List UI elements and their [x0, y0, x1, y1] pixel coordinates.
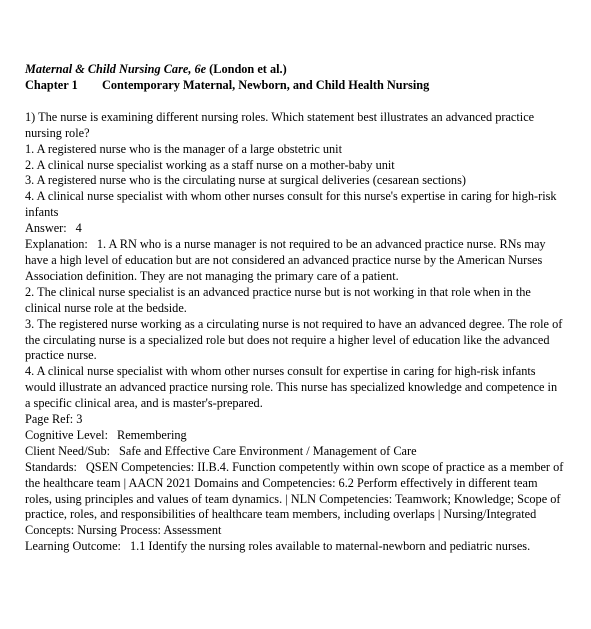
option-1: 1. A registered nurse who is the manager of a large obstetric unit [25, 141, 343, 156]
option-3: 3. A registered nurse who is the circulating nurse at surgical deliveries (cesarean sections) [25, 173, 466, 188]
outcome-label: Learning Outcome: [25, 539, 121, 554]
option-2: 2. A clinical nurse specialist working as a staff nurse on a mother-baby unit [25, 157, 395, 172]
standards-line [25, 460, 565, 540]
explanation-label: Explanation: [25, 237, 88, 252]
explanation-1 [25, 237, 565, 285]
answer-line [25, 221, 565, 237]
book-authors: (London et al.) [209, 62, 287, 76]
learning-outcome-line [25, 539, 565, 555]
outcome-value: 1.1 Identify the nursing roles available to maternal-newborn and pediatric nurses. [129, 539, 531, 554]
client-need-line [25, 444, 565, 460]
explanation-4: 4. A clinical nurse specialist with whom other nurses consult for expertise in caring for high-risk infants would illustrate an advanced practice nursing role. This nurse has specialized knowledge and competence in a specific clinical area, and is master's-prepared. [25, 364, 558, 411]
cognitive-label: Cognitive Level: [25, 427, 108, 442]
page-ref: Page Ref: 3 [25, 412, 83, 427]
standards-value: QSEN Competencies: II.B.4. Function competently within own scope of practice as a member of the healthcare team | AACN 2021 Domains and Competencies: 6.2 Perform effectively in different team roles, using principles and values of team dynamics. | NLN Competencies: Teamwork; Knowledge; Scope of practice, roles, and responsibilities of healthcare team members, including overlaps | Nursing/Integrated Concepts: Nursing Process: Assessment [25, 459, 564, 538]
explanation-2: 2. The clinical nurse specialist is an advanced practice nurse but is not working in that role when in the clinical nurse role at the bedside. [25, 284, 531, 315]
cognitive-level-line [25, 428, 565, 444]
option-4: 4. A clinical nurse specialist with whom other nurses consult for this nurse's expertise in caring for high-risk infants [25, 189, 557, 220]
answer-label: Answer: [25, 221, 67, 236]
chapter-heading [25, 78, 565, 94]
cognitive-value: Remembering [117, 427, 187, 442]
book-title-line [25, 62, 565, 78]
standards-label: Standards: [25, 459, 77, 474]
book-title: Maternal & Child Nursing Care, 6e [25, 62, 207, 76]
document-page [25, 62, 565, 555]
spacer [25, 94, 565, 110]
chapter-title: Contemporary Maternal, Newborn, and Child Health Nursing [102, 77, 430, 92]
client-need-value: Safe and Effective Care Environment / Management of Care [119, 443, 417, 458]
client-need-label: Client Need/Sub: [25, 443, 111, 458]
question-stem: 1) The nurse is examining different nursing roles. Which statement best illustrates an advanced practice nursing role? [25, 109, 535, 140]
explanation-3: 3. The registered nurse working as a circulating nurse is not required to have an advanced degree. The role of the circulating nurse is a specialized role but does not require a higher level of education like the advanced practice nurse. [25, 316, 563, 363]
answer-value: 4 [75, 221, 82, 236]
chapter-label: Chapter 1 [25, 77, 78, 92]
explanation-text: 1. A RN who is a nurse manager is not required to be an advanced practice nurse. RNs may have a high level of education but are not considered an advanced practice nurse by the American Nurses Association definition. They are not managing the primary care of a patient. [25, 237, 546, 283]
